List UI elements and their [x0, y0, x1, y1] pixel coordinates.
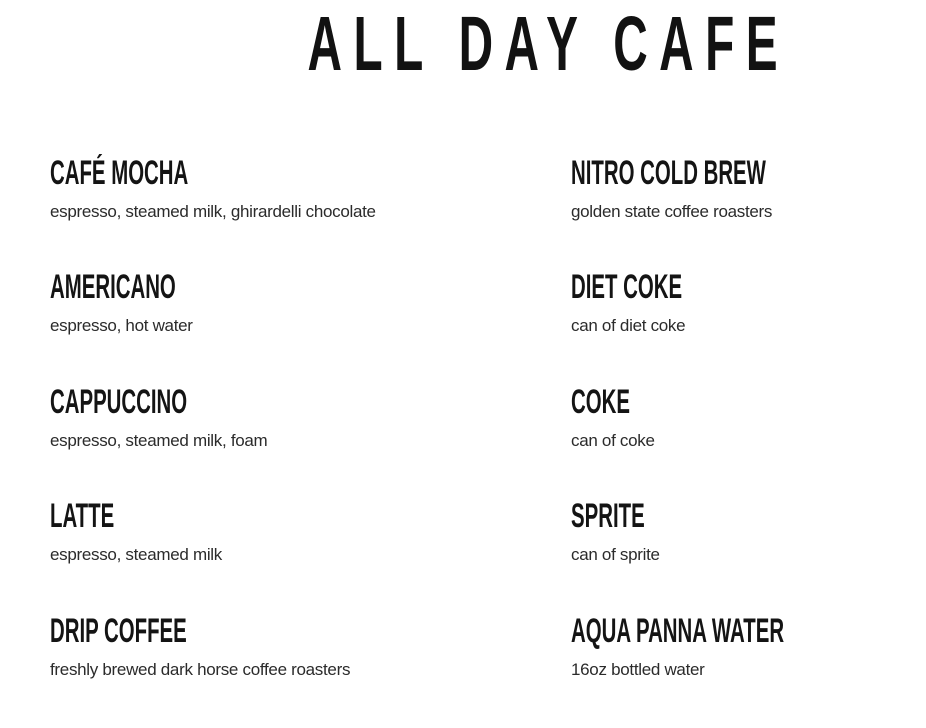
menu-item-name: AQUA PANNA WATER [571, 611, 785, 650]
menu-item-description: espresso, steamed milk, foam [50, 430, 268, 450]
menu-columns [0, 156, 926, 728]
menu-item [571, 270, 926, 336]
menu-item-description: espresso, steamed milk, ghirardelli chocolate [50, 202, 376, 221]
menu-column-right [571, 156, 926, 728]
menu-item-name: LATTE [50, 497, 115, 536]
menu-item-name: CAPPUCCINO [50, 382, 188, 421]
menu-item-name: AMERICANO [50, 268, 176, 307]
menu-item [571, 156, 926, 222]
menu-item-description: espresso, hot water [50, 316, 193, 336]
menu-item-description: can of sprite [571, 545, 660, 565]
menu-item-description: golden state coffee roasters [571, 202, 773, 221]
menu-item [50, 270, 571, 336]
menu-item [50, 611, 571, 680]
menu-item-description: can of diet coke [571, 316, 686, 336]
menu-item-name: NITRO COLD BREW [571, 154, 766, 192]
menu-item-name: COKE [571, 382, 630, 421]
menu-page [0, 1, 926, 713]
menu-column-left [50, 156, 571, 728]
header [0, 1, 926, 87]
menu-item-description: 16oz bottled water [571, 659, 705, 679]
menu-item-description: espresso, steamed milk [50, 545, 222, 565]
menu-item-name: DRIP COFFEE [50, 611, 187, 650]
menu-item [50, 382, 571, 451]
menu-item-description: freshly brewed dark horse coffee roasters [50, 659, 351, 679]
menu-item-name: SPRITE [571, 497, 645, 536]
menu-item [571, 611, 926, 680]
menu-item-name: CAFÉ MOCHA [50, 154, 189, 192]
menu-item-name: DIET COKE [571, 268, 683, 307]
menu-item [50, 156, 571, 222]
menu-item [571, 499, 926, 565]
menu-item [50, 499, 571, 565]
menu-item-description: can of coke [571, 430, 655, 450]
menu-item [571, 382, 926, 451]
page-title: ALL DAY CAFE [307, 1, 789, 87]
